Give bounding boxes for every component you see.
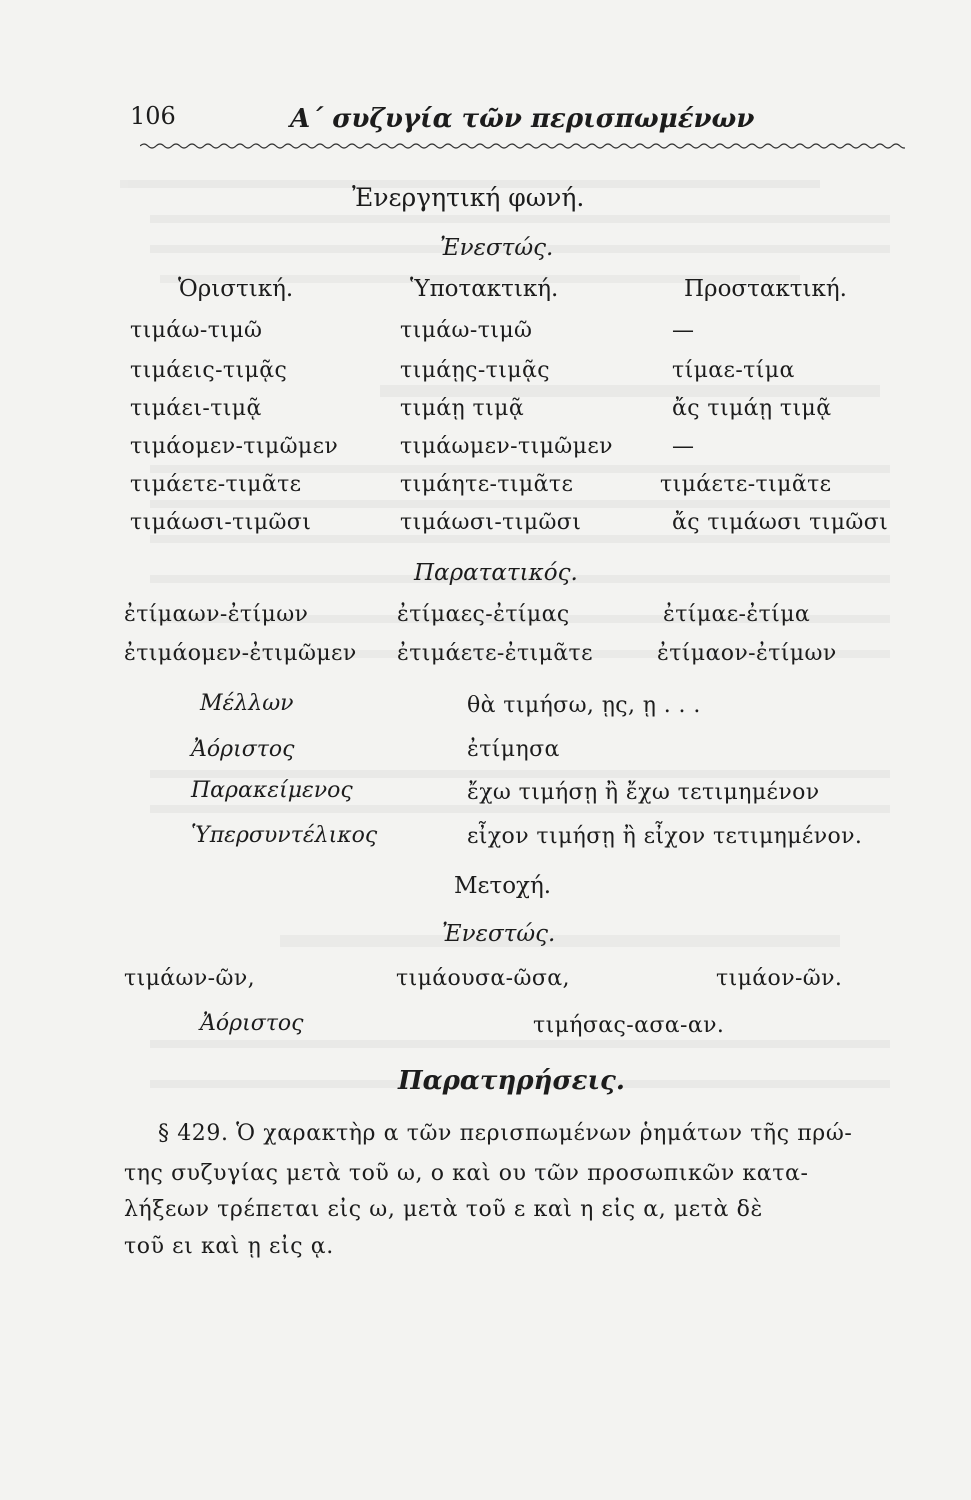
tense-form: ἐτίμησα [467, 737, 560, 762]
tense-name: Μέλλων [200, 691, 294, 716]
table-cell: τιμάῃς-τιμᾷς [400, 358, 550, 383]
column-header-indicative: Ὁριστική. [178, 276, 294, 302]
wavy-header-rule [140, 142, 905, 150]
table-cell: ἐτιμάομεν-ἐτιμῶμεν [124, 641, 357, 666]
voice-title: Ἐνεργητική φωνή. [352, 183, 585, 212]
table-cell: τιμάεις-τιμᾷς [130, 358, 288, 383]
participle-masculine: τιμάων-ῶν, [124, 966, 256, 991]
participle-title: Μετοχή. [454, 873, 552, 899]
table-cell: — [672, 318, 695, 343]
paragraph-line: λήξεων τρέπεται εἰς ω, μετὰ τοῦ ε καὶ η εἰς α, μετὰ δὲ [124, 1197, 763, 1222]
paragraph-line: της συζυγίας μετὰ τοῦ ω, ο καὶ ου τῶν προσωπικῶν κατα- [124, 1161, 809, 1186]
table-cell: τιμάετε-τιμᾶτε [660, 472, 832, 497]
paragraph-line: τοῦ ει καὶ ῃ εἰς ᾳ. [124, 1234, 334, 1259]
tense-form: εἶχον τιμήσῃ ἢ εἶχον τετιμημένον. [467, 824, 863, 849]
table-cell: ἐτίμαες-ἐτίμας [397, 602, 570, 627]
column-header-subjunctive: Ὑποτακτική. [410, 276, 559, 302]
column-header-imperative: Προστακτική. [684, 276, 847, 302]
observations-title: Παρατηρήσεις. [398, 1066, 625, 1096]
tense-name: Ἀόριστος [191, 737, 295, 762]
participle-present-title: Ἐνεστώς. [442, 921, 556, 947]
participle-aorist-form: τιμήσας-ασα-αν. [533, 1013, 725, 1038]
running-title: Α΄ συζυγία τῶν περισπωμένων [290, 104, 755, 134]
table-cell: — [672, 434, 695, 459]
participle-feminine: τιμάουσα-ῶσα, [396, 966, 570, 991]
imperfect-tense-title: Παρατατικός. [414, 560, 578, 586]
table-cell: ἐτίμαον-ἐτίμων [657, 641, 837, 666]
tense-form: ἔχω τιμήσῃ ἢ ἔχω τετιμημένον [467, 780, 820, 805]
tense-name: Ὑπερσυντέλικος [191, 823, 378, 848]
participle-neuter: τιμάον-ῶν. [716, 966, 843, 991]
table-cell: τιμάετε-τιμᾶτε [130, 472, 302, 497]
paragraph-line: § 429. Ὁ χαρακτὴρ α τῶν περισπωμένων ῥημάτων τῆς πρώ- [158, 1121, 853, 1146]
table-cell: ἐτίμαων-ἐτίμων [124, 602, 309, 627]
tense-name: Παρακείμενος [191, 778, 353, 803]
participle-aorist-name: Ἀόριστος [200, 1011, 304, 1036]
table-cell: τίμαε-τίμα [672, 358, 795, 383]
page-number: 106 [130, 102, 176, 130]
tense-form: θὰ τιμήσω, ῃς, ῃ . . . [467, 693, 701, 718]
table-cell: τιμάομεν-τιμῶμεν [130, 434, 339, 459]
table-cell: τιμάω-τιμῶ [400, 318, 533, 343]
table-cell: τιμάωσι-τιμῶσι [400, 510, 582, 535]
table-cell: ἐτίμαε-ἐτίμα [663, 602, 811, 627]
table-cell: τιμάωμεν-τιμῶμεν [400, 434, 613, 459]
table-cell: τιμάητε-τιμᾶτε [400, 472, 574, 497]
table-cell: τιμάωσι-τιμῶσι [130, 510, 312, 535]
table-cell: ἐτιμάετε-ἐτιμᾶτε [397, 641, 593, 666]
table-cell: ἄς τιμάωσι τιμῶσι [672, 510, 889, 535]
present-tense-title: Ἐνεστώς. [440, 235, 554, 261]
table-cell: τιμάῃ τιμᾷ [400, 396, 525, 421]
table-cell: ἄς τιμάῃ τιμᾷ [672, 396, 832, 421]
table-cell: τιμάει-τιμᾷ [130, 396, 262, 421]
table-cell: τιμάω-τιμῶ [130, 318, 263, 343]
